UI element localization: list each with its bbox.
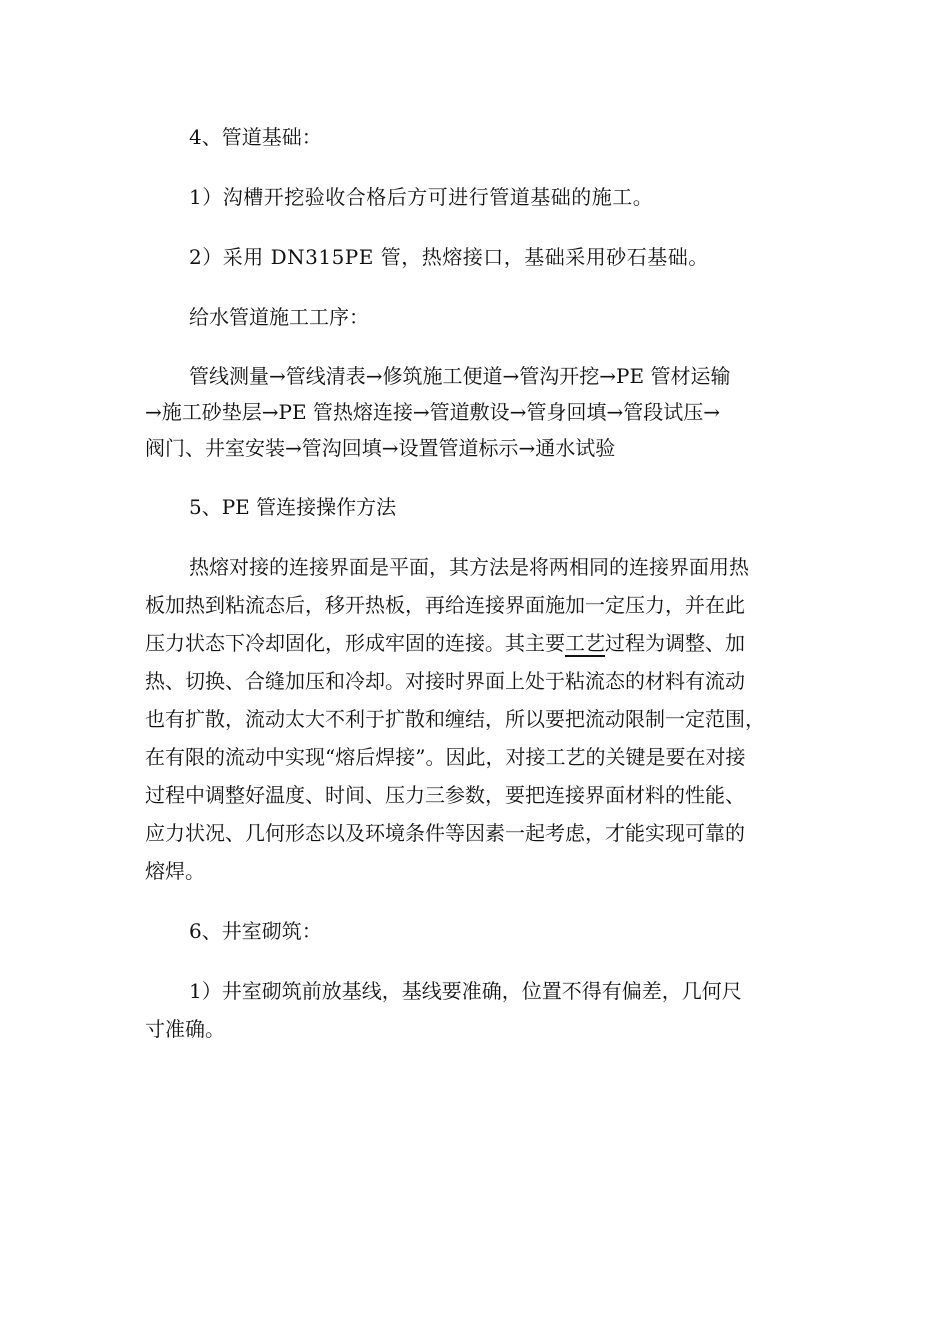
process-flow-line: →施工砂垫层→PE 管热熔连接→管道敷设→管身回填→管段试压→ (145, 400, 720, 424)
process-flow-line: 阀门、井室安装→管沟回填→设置管道标示→通水试验 (145, 436, 616, 460)
paragraph-line: 过程中调整好温度、时间、压力三参数，要把连接界面材料的性能、 (145, 783, 745, 807)
paragraph-line: 热熔对接的连接界面是平面，其方法是将两相同的连接界面用热 (189, 555, 749, 579)
paragraph-line: 板加热到粘流态后，移开热板，再给连接界面施加一定压力，并在此 (145, 593, 745, 617)
paragraph-line: 熔焊。 (145, 859, 205, 883)
section-6-item-1 (145, 972, 810, 1048)
section-5-paragraph (145, 548, 810, 890)
paragraph-text: 过程为调整、加 (605, 631, 745, 655)
document-body (145, 118, 810, 1070)
section-5-title: 5、PE 管连接操作方法 (189, 495, 397, 519)
paragraph-line: 在有限的流动中实现“熔后焊接”。因此，对接工艺的关键是要在对接 (145, 745, 746, 769)
paragraph-text: 压力状态下冷却固化，形成牢固的连接。其主要 (145, 631, 565, 655)
paragraph-line: 寸准确。 (145, 1017, 225, 1041)
paragraph-line (145, 624, 810, 662)
section-4-item-1: 1）沟槽开挖验收合格后方可进行管道基础的施工。 (189, 185, 654, 209)
process-title: 给水管道施工工序： (189, 305, 369, 329)
process-flow (145, 358, 810, 466)
paragraph-line: 应力状况、几何形态以及环境条件等因素一起考虑，才能实现可靠的 (145, 821, 745, 845)
section-4-title: 4、管道基础： (189, 125, 322, 149)
process-flow-line: 管线测量→管线清表→修筑施工便道→管沟开挖→PE 管材运输 (189, 364, 731, 388)
paragraph-line: 1）井室砌筑前放基线，基线要准确，位置不得有偏差，几何尺 (189, 979, 742, 1003)
paragraph-line: 也有扩散，流动太大不利于扩散和缠结，所以要把流动限制一定范围， (145, 707, 765, 731)
underlined-term: 工艺 (565, 631, 605, 655)
section-6-title: 6、井室砌筑： (189, 919, 322, 943)
paragraph-line: 热、切换、合缝加压和冷却。对接时界面上处于粘流态的材料有流动 (145, 669, 745, 693)
section-4-item-2: 2）采用 DN315PE 管，热熔接口，基础采用砂石基础。 (189, 245, 709, 269)
